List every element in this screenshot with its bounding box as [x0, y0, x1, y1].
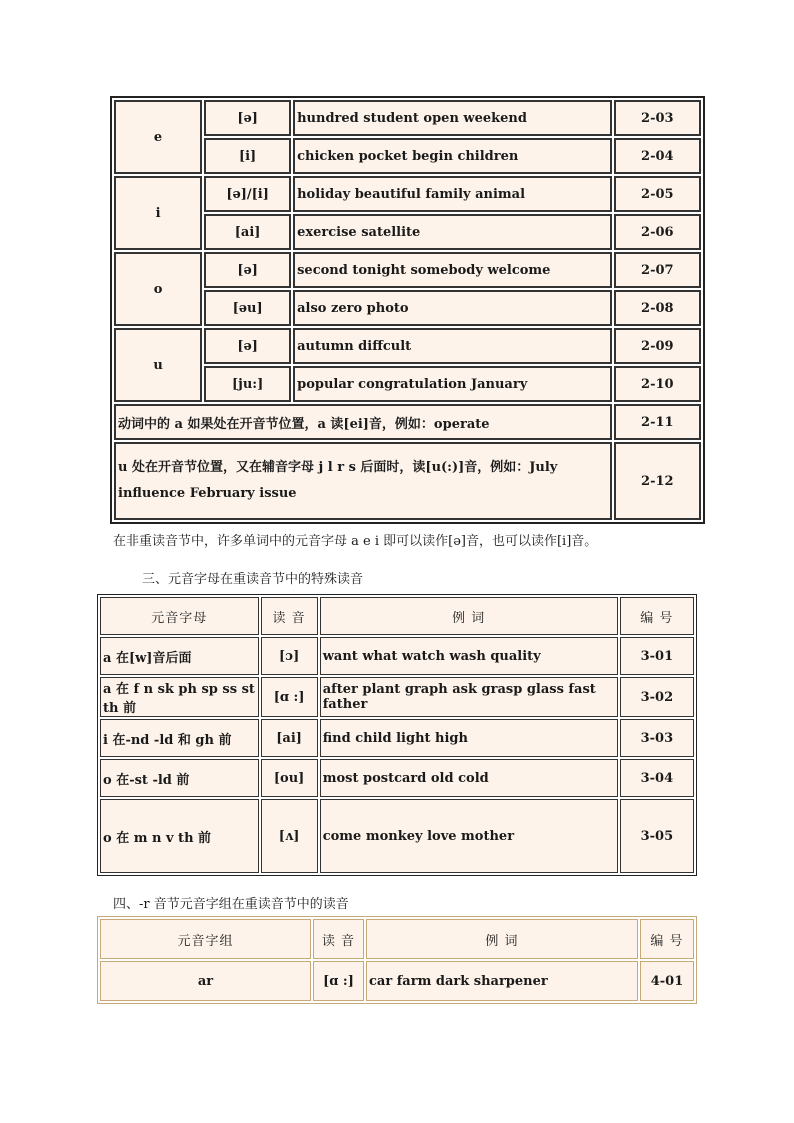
code-cell: 3-03: [620, 719, 694, 757]
section-heading: 三、元音字母在重读音节中的特殊读音: [142, 572, 364, 587]
code-cell: 2-09: [614, 328, 701, 364]
words-cell: come monkey love mother: [320, 799, 618, 873]
vowel-table-stressed: [97, 594, 697, 876]
sound-cell: [ai]: [261, 719, 318, 757]
code-cell: 2-04: [614, 138, 701, 174]
table-header-row: [100, 919, 694, 959]
group-cell: ar: [100, 961, 311, 1001]
code-cell: 2-08: [614, 290, 701, 326]
sound-cell: [ɑ :]: [313, 961, 364, 1001]
table-row: [100, 799, 694, 873]
words-cell: popular congratulation January: [293, 366, 612, 402]
sound-cell: [ə]: [204, 100, 291, 136]
sound-cell: [ɑ :]: [261, 677, 318, 717]
column-header: 元音字母: [100, 597, 259, 635]
rule-cell: o 在 m n v th 前: [100, 799, 259, 873]
column-header: 编 号: [640, 919, 694, 959]
words-cell: chicken pocket begin children: [293, 138, 612, 174]
vowel-letter-cell: i: [114, 176, 202, 250]
words-cell: second tonight somebody welcome: [293, 252, 612, 288]
words-cell: holiday beautiful family animal: [293, 176, 612, 212]
sound-cell: [ə]: [204, 328, 291, 364]
words-cell: find child light high: [320, 719, 618, 757]
table-row: [100, 677, 694, 717]
column-header: 元音字组: [100, 919, 311, 959]
words-cell: want what watch wash quality: [320, 637, 618, 675]
r-vowel-table: [97, 916, 697, 1004]
table-row: [100, 759, 694, 797]
code-cell: 3-05: [620, 799, 694, 873]
code-cell: 3-02: [620, 677, 694, 717]
words-cell: hundred student open weekend: [293, 100, 612, 136]
sound-cell: [ə]: [204, 252, 291, 288]
code-cell: 2-12: [614, 442, 701, 520]
table-row: [114, 404, 701, 440]
rule-cell: a 在 f n sk ph sp ss st th 前: [100, 677, 259, 717]
code-cell: 3-04: [620, 759, 694, 797]
paragraph: 在非重读音节中，许多单词中的元音字母 a e i 即可以读作[ə]音，也可以读作[i]音。: [113, 534, 598, 549]
code-cell: 2-07: [614, 252, 701, 288]
sound-cell: [ju:]: [204, 366, 291, 402]
rule-cell: i 在-nd -ld 和 gh 前: [100, 719, 259, 757]
column-header: 编 号: [620, 597, 694, 635]
table-row: [100, 719, 694, 757]
table-row: [114, 252, 701, 288]
code-cell: 3-01: [620, 637, 694, 675]
sound-cell: [i]: [204, 138, 291, 174]
code-cell: 2-03: [614, 100, 701, 136]
rule-cell: a 在[w]音后面: [100, 637, 259, 675]
column-header: 例 词: [366, 919, 638, 959]
table-row: [114, 176, 701, 212]
code-cell: 2-10: [614, 366, 701, 402]
vowel-letter-cell: o: [114, 252, 202, 326]
column-header: 读 音: [313, 919, 364, 959]
code-cell: 2-06: [614, 214, 701, 250]
sound-cell: [əu]: [204, 290, 291, 326]
code-cell: 4-01: [640, 961, 694, 1001]
table-row: [114, 100, 701, 136]
table-row: [114, 442, 701, 520]
code-cell: 2-05: [614, 176, 701, 212]
sound-cell: [ə]/[i]: [204, 176, 291, 212]
column-header: 读 音: [261, 597, 318, 635]
sound-cell: [ʌ]: [261, 799, 318, 873]
words-cell: car farm dark sharpener: [366, 961, 638, 1001]
note-cell: u 处在开音节位置，又在辅音字母 j l r s 后面时，读[u(:)]音，例如：July influence February issue: [118, 460, 558, 501]
vowel-table-unstressed: [110, 96, 705, 524]
rule-cell: o 在-st -ld 前: [100, 759, 259, 797]
words-cell: after plant graph ask grasp glass fast father: [320, 677, 618, 717]
table-header-row: [100, 597, 694, 635]
sound-cell: [ɔ]: [261, 637, 318, 675]
words-cell: exercise satellite: [293, 214, 612, 250]
vowel-letter-cell: e: [114, 100, 202, 174]
note-cell: 动词中的 a 如果处在开音节位置，a 读[ei]音，例如：operate: [114, 404, 612, 440]
words-cell: most postcard old cold: [320, 759, 618, 797]
vowel-letter-cell: u: [114, 328, 202, 402]
table-row: [100, 637, 694, 675]
sound-cell: [ou]: [261, 759, 318, 797]
table-row: [114, 328, 701, 364]
table-row: [100, 961, 694, 1001]
column-header: 例 词: [320, 597, 618, 635]
words-cell: also zero photo: [293, 290, 612, 326]
section-heading: 四、-r 音节元音字组在重读音节中的读音: [113, 897, 349, 912]
code-cell: 2-11: [614, 404, 701, 440]
sound-cell: [ai]: [204, 214, 291, 250]
words-cell: autumn diffcult: [293, 328, 612, 364]
